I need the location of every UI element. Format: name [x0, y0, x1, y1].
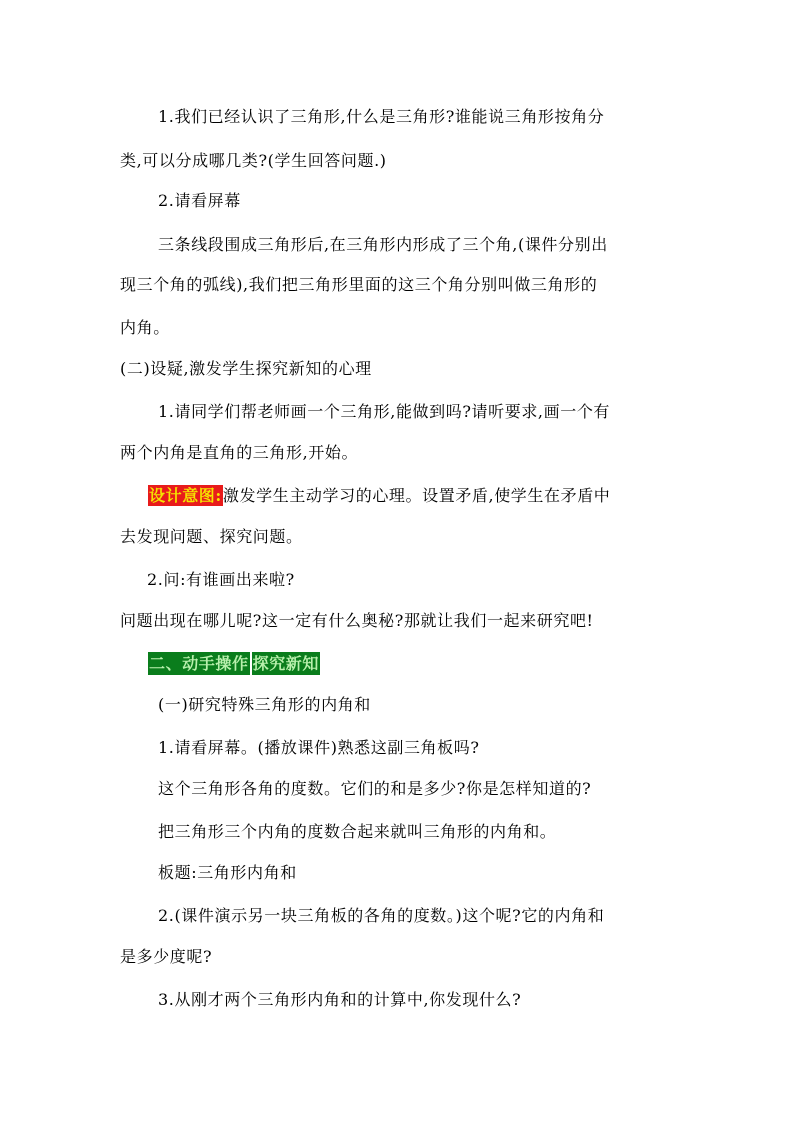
paragraph-line-10: 问题出现在哪儿呢?这一定有什么奥秘?那就让我们一起来研究吧!	[120, 611, 594, 630]
paragraph-line-4: 三条线段围成三角形后,在三角形内形成了三个角,(课件分别出	[158, 235, 608, 254]
paragraph-line-13: 这个三角形各角的度数。它们的和是多少?你是怎样知道的?	[158, 779, 592, 798]
paragraph-line-11: (一)研究特殊三角形的内角和	[158, 695, 371, 714]
paragraph-line-5: 现三个角的弧线),我们把三角形里面的这三个角分别叫做三角形的	[120, 275, 598, 294]
paragraph-line-18: 3.从刚才两个三角形内角和的计算中,你发现什么?	[158, 990, 522, 1009]
design-intent-line-2: 去发现问题、探究问题。	[120, 527, 303, 546]
paragraph-line-9: 2.问:有谁画出来啦?	[147, 570, 295, 589]
paragraph-line-14: 把三角形三个内角的度数合起来就叫三角形的内角和。	[158, 822, 557, 841]
section-heading-2: (二)设疑,激发学生探究新知的心理	[120, 359, 372, 378]
section-heading-part-1: 二、动手操作	[149, 654, 249, 673]
paragraph-line-7: 1.请同学们帮老师画一个三角形,能做到吗?请听要求,画一个有	[158, 402, 611, 421]
section-heading-part-2: 探究新知	[252, 654, 320, 673]
paragraph-line-2: 类,可以分成哪几类?(学生回答问题.)	[120, 151, 387, 170]
paragraph-line-3: 2.请看屏幕	[158, 191, 241, 210]
design-intent-text: 激发学生主动学习的心理。设置矛盾,使学生在矛盾中	[222, 486, 611, 505]
design-intent-line	[148, 486, 708, 506]
paragraph-line-6: 内角。	[120, 318, 170, 337]
paragraph-line-8: 两个内角是直角的三角形,开始。	[120, 443, 359, 462]
paragraph-line-17: 是多少度呢?	[120, 947, 213, 966]
section-heading-green	[148, 654, 708, 674]
paragraph-line-16: 2.(课件演示另一块三角板的各角的度数。)这个呢?它的内角和	[158, 906, 605, 925]
design-intent-label: 设计意图:	[149, 486, 222, 505]
paragraph-line-12: 1.请看屏幕。(播放课件)熟悉这副三角板吗?	[158, 738, 480, 757]
paragraph-line-1: 1.我们已经认识了三角形,什么是三角形?谁能说三角形按角分	[158, 107, 605, 126]
paragraph-line-15: 板题:三角形内角和	[158, 863, 297, 882]
